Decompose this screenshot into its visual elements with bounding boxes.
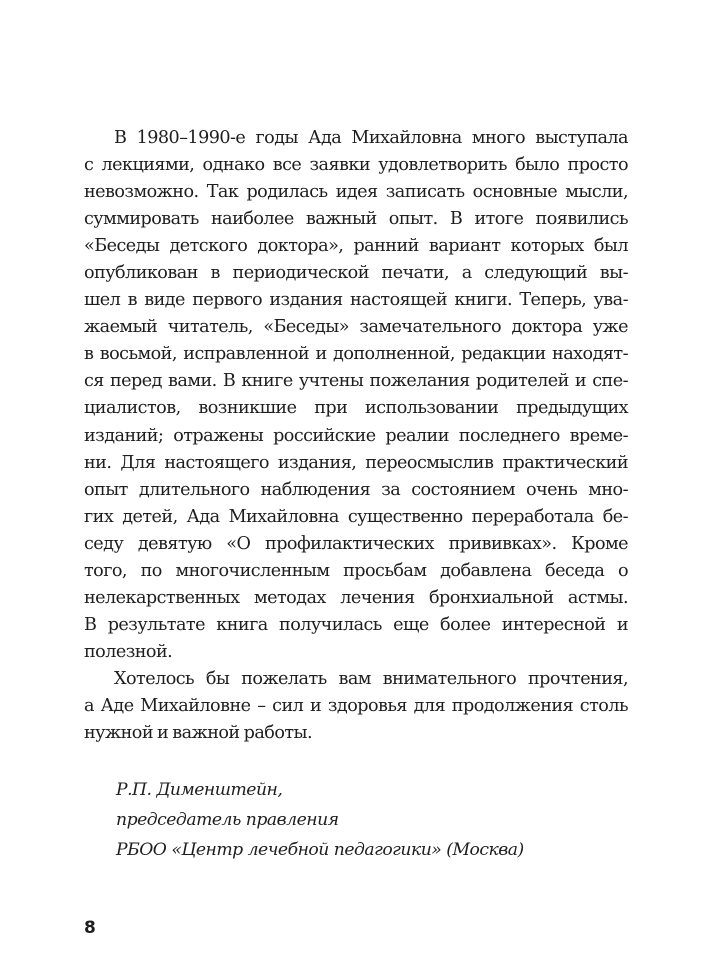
text-line: Хотелось бы пожелать вам внимательного прочтения, [114,668,628,689]
text-line: в восьмой, исправленной и дополненной, редакции находят- [84,344,628,365]
text-line: суммировать наиболее важный опыт. В итоге появились [84,209,628,230]
signature-position: председатель правления [116,810,339,830]
text-line: невозможно. Так родилась идея записать основные мысли, [84,182,628,203]
text-line: того, по многочисленным просьбам добавлена беседа о [84,560,628,581]
text-line: В результате книга получилась еще более интересной и [84,614,628,635]
signature-organization: РБОО «Центр лечебной педагогики» (Москва) [116,840,524,860]
text-line: шел в виде первого издания настоящей книги. Теперь, ува- [84,290,628,311]
text-line: с лекциями, однако все заявки удовлетворить было просто [84,155,628,176]
text-line: опыт длительного наблюдения за состоянием очень мно- [84,479,628,500]
page-number: 8 [84,918,96,938]
signature-name: Р.П. Дименштейн, [116,780,283,800]
text-line: опубликован в периодической печати, а следующий вы- [84,263,628,284]
text-line: полезной. [84,641,173,662]
text-line: «Беседы детского доктора», ранний вариант которых был [84,236,628,257]
text-line: жаемый читатель, «Беседы» замечательного доктора уже [84,317,628,338]
text-line: циалистов, возникшие при использовании предыдущих [84,398,628,419]
body-text [84,125,628,747]
text-line: ся перед вами. В книге учтены пожелания родителей и спе- [84,371,628,392]
text-line: нелекарственных методах лечения бронхиальной астмы. [84,587,628,608]
text-line: изданий; отражены российские реалии последнего време- [84,425,628,446]
text-line: нужной и важной работы. [84,723,313,744]
text-line: ни. Для настоящего издания, переосмыслив практический [84,452,628,473]
text-line: а Аде Михайловне – сил и здоровья для продолжения столь [84,695,628,716]
text-line: седу девятую «О профилактических прививках». Кроме [84,533,628,554]
text-line: гих детей, Ада Михайловна существенно переработала бе- [84,506,628,527]
signature [116,775,636,865]
text-line: В 1980–1990-е годы Ада Михайловна много выступала [114,128,628,148]
